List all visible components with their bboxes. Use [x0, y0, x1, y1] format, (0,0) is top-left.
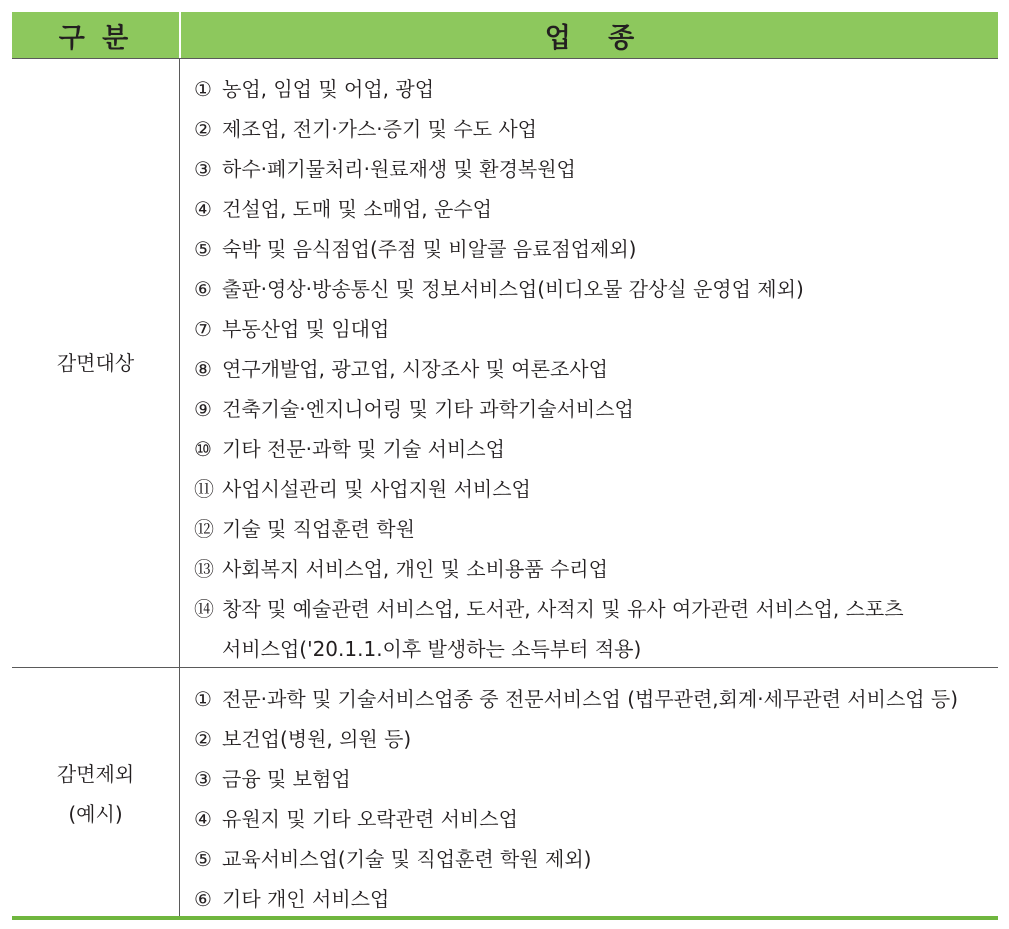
item-number: ⑩: [194, 437, 212, 461]
item-text: 사회복지 서비스업, 개인 및 소비용품 수리업: [222, 557, 608, 581]
list-item: [194, 429, 998, 469]
item-number: ⑬: [194, 557, 214, 581]
item-text: 하수·폐기물처리·원료재생 및 환경복원업: [222, 157, 576, 181]
section-excluded: [12, 668, 998, 919]
item-text: 교육서비스업(기술 및 직업훈련 학원 제외): [222, 847, 592, 871]
item-list: [180, 59, 998, 667]
item-list: [180, 668, 998, 919]
item-number: ①: [194, 77, 212, 101]
section-category: [12, 668, 180, 919]
list-item: [194, 879, 998, 919]
item-number: ③: [194, 157, 212, 181]
list-item: [194, 469, 998, 509]
item-number: ⑭: [194, 597, 214, 621]
item-number: ⑦: [194, 317, 212, 341]
bottom-rule: [12, 916, 998, 920]
item-text: 숙박 및 음식점업(주점 및 비알콜 음료점업제외): [222, 237, 637, 261]
item-text: 기타 개인 서비스업: [222, 887, 390, 911]
section-category: [12, 59, 180, 667]
industry-table: [12, 12, 998, 919]
list-item: [194, 69, 998, 109]
list-item: [194, 799, 998, 839]
item-text: 전문·과학 및 기술서비스업종 중 전문서비스업 (법무관련,회계·세무관련 서비스업 등): [222, 687, 959, 711]
item-text: 기술 및 직업훈련 학원: [222, 517, 415, 541]
list-item: [194, 589, 998, 629]
list-item: [194, 679, 998, 719]
list-item: [194, 309, 998, 349]
header-category: 구 분: [12, 12, 179, 58]
table-header: [12, 12, 998, 59]
item-text: 금융 및 보험업: [222, 767, 351, 791]
item-text: 건축기술·엔지니어링 및 기타 과학기술서비스업: [222, 397, 634, 421]
item-text: 부동산업 및 임대업: [222, 317, 390, 341]
item-text: 기타 전문·과학 및 기술 서비스업: [222, 437, 505, 461]
item-text: 연구개발업, 광고업, 시장조사 및 여론조사업: [222, 357, 608, 381]
item-number: ③: [194, 767, 212, 791]
list-item-continuation: 서비스업('20.1.1.이후 발생하는 소득부터 적용): [222, 637, 642, 661]
item-number: ②: [194, 117, 212, 141]
item-number: ④: [194, 807, 212, 831]
item-number: ②: [194, 727, 212, 751]
item-number: ④: [194, 197, 212, 221]
item-number: ⑥: [194, 277, 212, 301]
list-item: [194, 109, 998, 149]
item-text: 창작 및 예술관련 서비스업, 도서관, 사적지 및 유사 여가관련 서비스업, 스포츠: [222, 597, 904, 621]
item-text: 건설업, 도매 및 소매업, 운수업: [222, 197, 492, 221]
list-item: [194, 549, 998, 589]
list-item: [194, 759, 998, 799]
section-eligible: [12, 59, 998, 668]
item-text: 제조업, 전기·가스·증기 및 수도 사업: [222, 117, 537, 141]
item-text: 출판·영상·방송통신 및 정보서비스업(비디오물 감상실 운영업 제외): [222, 277, 804, 301]
item-number: ⑤: [194, 237, 212, 261]
item-text: 유원지 및 기타 오락관련 서비스업: [222, 807, 518, 831]
list-item: [194, 349, 998, 389]
list-item: [194, 189, 998, 229]
list-item: [194, 229, 998, 269]
item-number: ⑫: [194, 517, 214, 541]
item-text: 농업, 임업 및 어업, 광업: [222, 77, 435, 101]
item-text: 사업시설관리 및 사업지원 서비스업: [222, 477, 531, 501]
list-item: [194, 389, 998, 429]
item-number: ⑤: [194, 847, 212, 871]
header-industry: 업 종: [181, 12, 998, 58]
list-item: [194, 269, 998, 309]
item-number: ⑪: [194, 477, 214, 501]
category-label: 감면대상: [56, 351, 135, 375]
list-item: [194, 149, 998, 189]
item-number: ⑥: [194, 887, 212, 911]
item-number: ⑧: [194, 357, 212, 381]
item-number: ⑨: [194, 397, 212, 421]
list-item: [194, 509, 998, 549]
item-text: 보건업(병원, 의원 등): [222, 727, 412, 751]
category-sublabel: (예시): [68, 801, 123, 826]
item-number: ①: [194, 687, 212, 711]
category-label: 감면제외: [56, 761, 135, 786]
list-item: [194, 719, 998, 759]
list-item: [194, 839, 998, 879]
